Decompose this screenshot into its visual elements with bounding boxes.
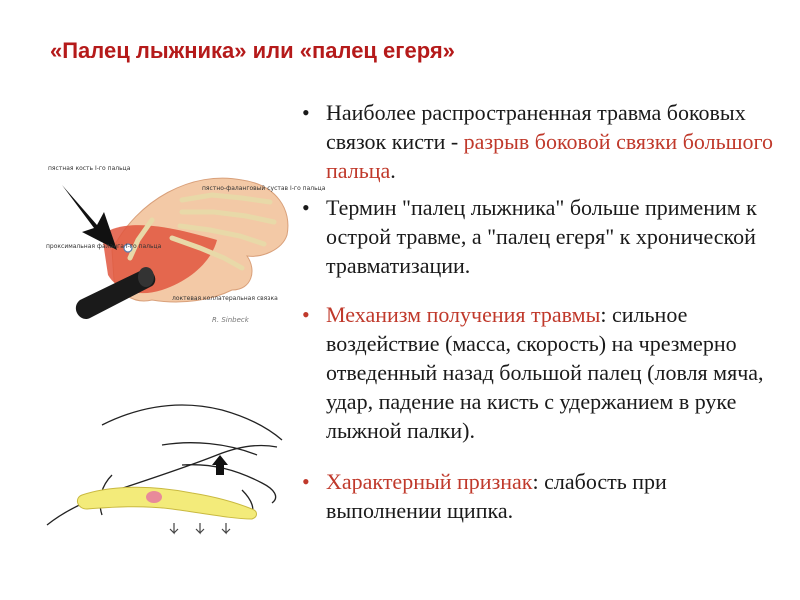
bullet-1: • Наиболее распространенная травма боковых связок кисти - разрыв боковой связки большого пальца. xyxy=(302,100,774,183)
bullet-marker: • xyxy=(302,195,310,220)
mcp-joint-label: пястно-фаланговый сустав I-го пальца xyxy=(202,185,326,192)
metacarpal-label: пястная кость I-го пальца xyxy=(48,165,131,172)
ulnar-ligament-label: локтевая коллатеральная связка xyxy=(172,295,278,302)
illustrator-signature: R. Sinbeck xyxy=(212,316,249,324)
bullet-marker: • xyxy=(302,469,310,494)
bullet-3: • Механизм получения травмы: сильное воздействие (масса, скорость) на чрезмерно отведенный назад большой палец (ловля мяча, удар, падение на кисть с удержанием в руке лыжной палки). xyxy=(302,302,764,443)
hand-anatomy-illustration xyxy=(42,140,326,335)
highlight-text: Характерный признак xyxy=(326,469,533,494)
thumb-pinch-illustration xyxy=(42,385,290,545)
bullet-4: • Характерный признак: слабость при выполнении щипка. xyxy=(302,469,667,523)
bullet-2: • Термин "палец лыжника" больше применим к острой травме, а "палец егеря" к хронической травматизации. xyxy=(302,195,757,278)
slide-title: «Палец лыжника» или «палец егеря» xyxy=(50,38,455,63)
bullet-list xyxy=(296,98,786,533)
highlight-text: Механизм получения травмы xyxy=(326,302,601,327)
bullet-marker: • xyxy=(302,100,310,125)
bullet-marker: • xyxy=(302,302,310,327)
highlight-text: разрыв боковой связки большого пальца xyxy=(326,129,774,183)
proximal-phalanx-label: проксимальная фаланга I-го пальца xyxy=(46,243,162,250)
